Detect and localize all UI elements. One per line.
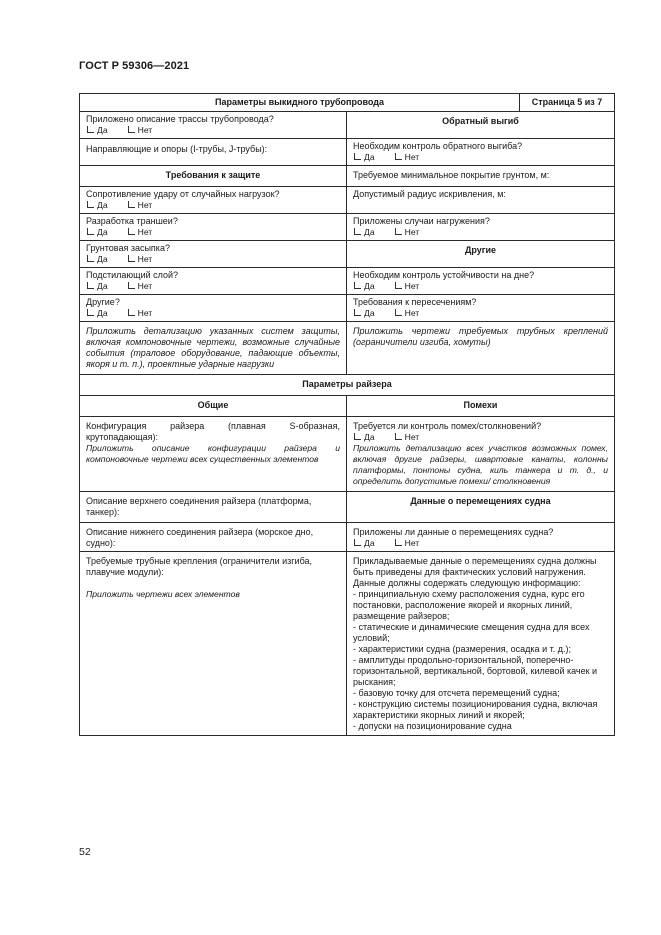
cell-vessel-data-requirements [347, 552, 615, 736]
page-indicator: Страница 5 из 7 [520, 94, 615, 112]
checkbox[interactable] [395, 309, 402, 316]
question-label: Необходим контроль устойчивости на дне? [353, 270, 535, 280]
yes-label: Да [97, 281, 108, 291]
no-label: Нет [137, 308, 153, 318]
checkbox[interactable] [354, 539, 361, 546]
table-row [80, 417, 615, 492]
cell-crossing-requirements [347, 295, 615, 322]
yes-no-choice [353, 432, 608, 443]
pipe-supports-note: Приложить чертежи всех элементов [86, 589, 240, 599]
section-heading-protection: Требования к защите [80, 166, 347, 187]
yes-no-choice [353, 152, 608, 163]
yes-label: Да [364, 538, 375, 548]
checkbox[interactable] [395, 153, 402, 160]
table-row [80, 268, 615, 295]
table-row [80, 295, 615, 322]
vessel-data-intro: Прикладываемые данные о перемещениях судна должны быть приведены для фактических условий нагружения. Данные должны содержать следующую информацию: [353, 556, 597, 588]
yes-no-choice [86, 254, 340, 265]
list-item: - статические и динамические смещения судна для всех условий; [353, 622, 590, 643]
yes-label: Да [364, 308, 375, 318]
list-item: - амплитуды продольно-горизонтальной, поперечно-горизонтальной, вертикальной, бортовой, килевой качек и рыскания; [353, 655, 598, 687]
section-heading-reverse-bend: Обратный выгиб [347, 112, 615, 139]
cell-backfill [80, 241, 347, 268]
yes-no-choice [86, 281, 340, 292]
table-row [80, 187, 615, 214]
checkbox[interactable] [395, 539, 402, 546]
cell-bend-radius: Допустимый радиус искривления, м: [347, 187, 615, 214]
table-row [80, 139, 615, 166]
cell-pipe-supports [80, 552, 347, 736]
no-label: Нет [404, 152, 420, 162]
checkbox[interactable] [87, 201, 94, 208]
question-label: Требования к пересечениям? [353, 297, 477, 307]
table-row [80, 322, 615, 375]
checkbox[interactable] [354, 153, 361, 160]
header-row [80, 94, 615, 112]
section-heading-other: Другие [347, 241, 615, 268]
question-label: Требуется ли контроль помех/столкновений? [353, 421, 542, 431]
yes-label: Да [97, 200, 108, 210]
riser-config-label: Конфигурация райзера (плавная S-образная, крутопадающая): [86, 421, 340, 442]
table-row [80, 214, 615, 241]
list-item: - конструкцию системы позиционирования судна, включая характеристики якорных линий и якорей; [353, 699, 598, 720]
yes-label: Да [364, 281, 375, 291]
cell-trenching [80, 214, 347, 241]
question-label: Грунтовая засыпка? [86, 243, 170, 253]
checkbox[interactable] [87, 228, 94, 235]
question-label: Разработка траншеи? [86, 216, 178, 226]
checkbox[interactable] [87, 282, 94, 289]
question-label: Необходим контроль обратного выгиба? [353, 141, 523, 151]
checkbox[interactable] [354, 433, 361, 440]
question-label: Приложены ли данные о перемещениях судна? [353, 527, 554, 537]
table-title: Параметры выкидного трубопровода [80, 94, 520, 112]
checkbox[interactable] [354, 282, 361, 289]
interference-note: Приложить детализацию всех участков возможных помех, включая другие райзеры, швартовые канаты, колонны платформы, понтоны судна, киль танкера и т. д., и определить допустимые помехи/ столкновения [353, 443, 608, 486]
yes-no-choice [353, 538, 608, 549]
no-label: Нет [404, 308, 420, 318]
no-label: Нет [404, 432, 420, 442]
table-row [80, 523, 615, 552]
riser-config-note: Приложить описание конфигурации райзера и компоновочные чертежи всех существенных элементов [86, 443, 340, 464]
checkbox[interactable] [128, 126, 135, 133]
yes-no-choice [86, 200, 340, 211]
cell-bottom-connection: Описание нижнего соединения райзера (морское дно, судно): [80, 523, 347, 552]
no-label: Нет [404, 281, 420, 291]
table-row [80, 375, 615, 396]
cell-impact-resistance [80, 187, 347, 214]
cell-top-connection: Описание верхнего соединения райзера (платформа, танкер): [80, 492, 347, 523]
table-row [80, 112, 615, 139]
checkbox[interactable] [354, 309, 361, 316]
cell-riser-configuration [80, 417, 347, 492]
section-heading-vessel-motion: Данные о перемещениях судна [347, 492, 615, 523]
yes-no-choice [353, 281, 608, 292]
checkbox[interactable] [87, 309, 94, 316]
list-item: - базовую точку для отсчета перемещений судна; [353, 688, 560, 698]
cell-bedding-layer [80, 268, 347, 295]
no-label: Нет [404, 227, 420, 237]
pipeline-parameters-table [79, 93, 615, 736]
yes-no-choice [86, 308, 340, 319]
checkbox[interactable] [128, 201, 135, 208]
note-pipe-supports: Приложить чертежи требуемых трубных креплений (ограничители изгиба, хомуты) [347, 322, 615, 375]
cell-bottom-stability [347, 268, 615, 295]
list-item: - допуски на позиционирование судна [353, 721, 512, 731]
question-label: Другие? [86, 297, 120, 307]
no-label: Нет [137, 125, 153, 135]
cell-min-soil-cover: Требуемое минимальное покрытие грунтом, м: [347, 166, 615, 187]
yes-label: Да [364, 227, 375, 237]
yes-no-choice [86, 125, 340, 136]
question-label: Приложено описание трассы трубопровода? [86, 114, 274, 124]
checkbox[interactable] [128, 282, 135, 289]
cell-load-cases [347, 214, 615, 241]
no-label: Нет [137, 227, 153, 237]
question-label: Сопротивление удару от случайных нагрузок? [86, 189, 280, 199]
yes-no-choice [353, 227, 608, 238]
yes-label: Да [97, 125, 108, 135]
cell-route-description [80, 112, 347, 139]
checkbox[interactable] [395, 433, 402, 440]
section-heading-interference: Помехи [347, 396, 615, 417]
table-row [80, 396, 615, 417]
no-label: Нет [137, 254, 153, 264]
yes-no-choice [86, 227, 340, 238]
section-heading-general: Общие [80, 396, 347, 417]
no-label: Нет [137, 281, 153, 291]
section-heading-riser: Параметры райзера [80, 375, 615, 396]
checkbox[interactable] [128, 228, 135, 235]
note-protection-details: Приложить детализацию указанных систем защиты, включая компоновочные чертежи, возможные случайные события (траловое оборудование, падающие объекты, якоря и т. п.), проектные ударные нагрузки [80, 322, 347, 375]
checkbox[interactable] [395, 282, 402, 289]
yes-label: Да [364, 432, 375, 442]
cell-interference-control [347, 417, 615, 492]
yes-label: Да [97, 254, 108, 264]
question-label: Приложены случаи нагружения? [353, 216, 490, 226]
standard-designation: ГОСТ Р 59306—2021 [79, 60, 190, 72]
table-row [80, 241, 615, 268]
table-row [80, 166, 615, 187]
yes-label: Да [364, 152, 375, 162]
no-label: Нет [404, 538, 420, 548]
checkbox[interactable] [87, 255, 94, 262]
table-row [80, 492, 615, 523]
yes-label: Да [97, 308, 108, 318]
yes-label: Да [97, 227, 108, 237]
checkbox[interactable] [354, 228, 361, 235]
checkbox[interactable] [128, 309, 135, 316]
cell-other-protection [80, 295, 347, 322]
cell-guides-supports: Направляющие и опоры (I-трубы, J-трубы): [80, 139, 347, 166]
cell-reverse-bend-control [347, 139, 615, 166]
checkbox[interactable] [395, 228, 402, 235]
table-row [80, 552, 615, 736]
pipe-supports-label: Требуемые трубные крепления (ограничители изгиба, плавучие модули): [86, 556, 313, 577]
list-item: - принципиальную схему расположения судна, курс его постановки, расположение якорей и якорных линий, размещение райзеров; [353, 589, 585, 621]
question-label: Подстилающий слой? [86, 270, 179, 280]
yes-no-choice [353, 308, 608, 319]
checkbox[interactable] [87, 126, 94, 133]
no-label: Нет [137, 200, 153, 210]
page-number: 52 [79, 846, 91, 858]
checkbox[interactable] [128, 255, 135, 262]
cell-vessel-motion-data [347, 523, 615, 552]
list-item: - характеристики судна (размерения, осадка и т. д.); [353, 644, 571, 654]
